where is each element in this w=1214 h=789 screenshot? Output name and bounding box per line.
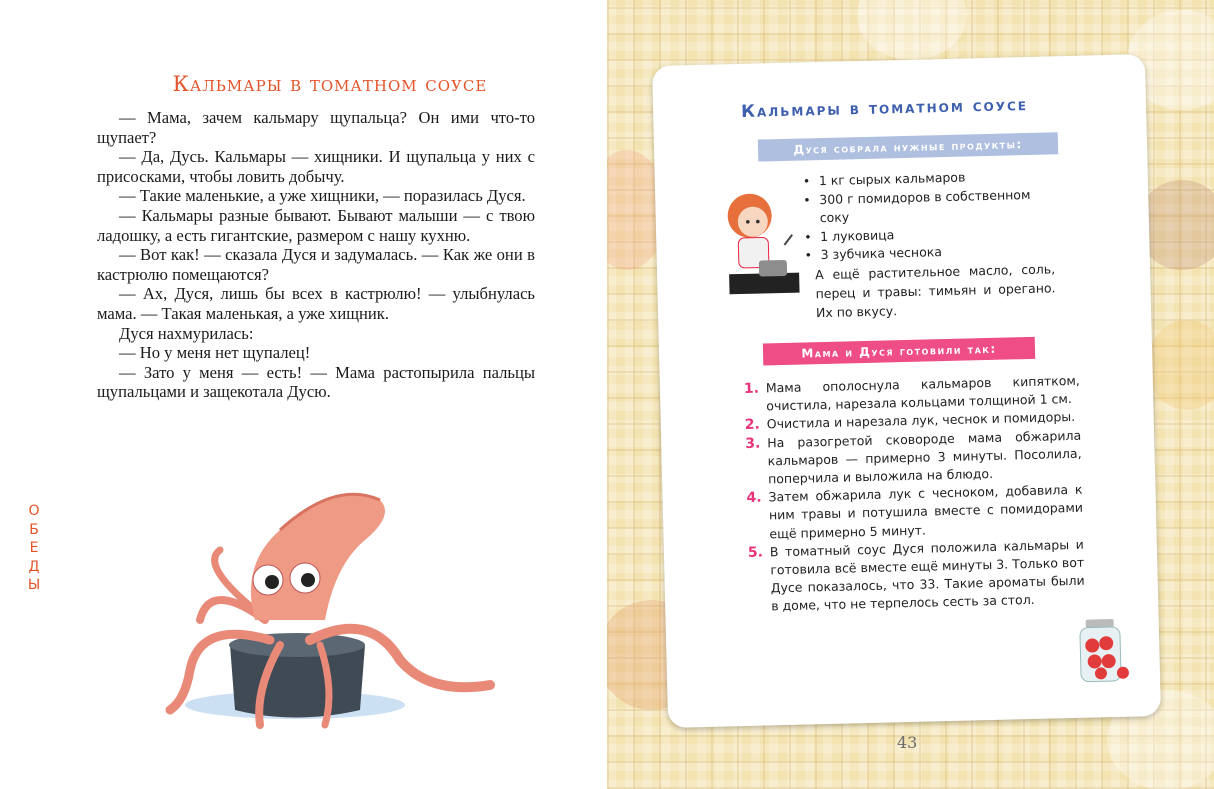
recipe-title: Кальмары в томатном соусе <box>740 94 1029 122</box>
story-paragraph: — Зато у меня — есть! — Мама растопырила пальцы щупальцами и защекотала Дусю. <box>97 362 535 402</box>
story-paragraph: Дуся нахмурилась: <box>119 323 254 343</box>
girl-cooking-illustration <box>717 185 802 299</box>
ingredients-banner: Дуся собрала нужные продукты: <box>758 132 1058 161</box>
tomato-jar-illustration <box>1072 615 1130 686</box>
recipe-card <box>652 54 1161 728</box>
step-text: На разогретой сковороде мама обжарила кальмаров — примерно 3 минуты. Посолила, поперчила и выложила на блюдо. <box>767 427 1082 487</box>
steps-list <box>744 372 1086 617</box>
step-number: 5. <box>747 544 764 561</box>
side-label-letter: Д <box>28 558 40 575</box>
step-text: Очистила и нарезала лук, чеснок и помидоры. <box>766 409 1076 432</box>
step-text: В томатный соус Дуся положила кальмары и готовила всё вместе ещё минуты 3. Только вот Дусе показалось, что 33. Такие ароматы были в доме, что не терпелось сесть за стол. <box>769 536 1085 614</box>
section-side-label <box>27 502 41 595</box>
story-paragraph: — Ах, Дуся, лишь бы всех в кастрюлю! — улыбнулась мама. — Такая маленькая, а уже хищник. <box>97 284 535 323</box>
ingredient-item: • 1 кг сырых кальмаров <box>803 166 1053 191</box>
story-paragraph: — Такие маленькие, а уже хищники, — поразилась Дуся. <box>119 186 526 206</box>
step-item <box>745 426 1082 489</box>
side-label-letter: Ы <box>27 577 41 593</box>
step-number: 4. <box>746 489 762 507</box>
page-number: 43 <box>897 733 918 752</box>
step-text: Мама ополоснула кальмаров кипятком, очистила, нарезала кольцами толщиной 1 см. <box>765 372 1080 414</box>
story-title: Кальмары в томатном соусе <box>172 72 488 96</box>
side-label-letter: О <box>28 503 40 519</box>
story-paragraph: — Но у меня нет щупалец! <box>119 343 311 363</box>
step-number: 2. <box>744 417 761 434</box>
side-label-letter: Б <box>29 521 39 538</box>
plate-decoration <box>1147 320 1214 410</box>
ingredient-item: • 3 зубчика чеснока <box>804 240 1054 265</box>
story-paragraph: — Мама, зачем кальмару щупальца? Он ими что-то щупает? <box>97 108 535 147</box>
step-item <box>748 536 1086 617</box>
steps-banner: Мама и Дуся готовили так: <box>763 337 1035 366</box>
story-paragraph: — Кальмары разные бывают. Бывают малыши — с твою ладошку, а есть гигантские, размером с нашу кухню. <box>97 205 535 245</box>
step-number: 3. <box>745 435 761 452</box>
step-item <box>746 481 1083 544</box>
ingredients-list <box>803 166 1055 265</box>
story-paragraph: — Да, Дусь. Кальмары — хищники. И щупальца у них с присосками, чтобы ловить добычу. <box>97 147 535 186</box>
story-paragraph: — Вот как! — сказала Дуся и задумалась. — Как же они в кастрюлю помещаются? <box>97 245 535 284</box>
step-text: Затем обжарила лук с чесноком, добавила к ним травы и потушила вместе с помидорами ещё примерно 5 минут. <box>768 481 1084 542</box>
ingredient-item: • 300 г помидоров в собственном соку <box>803 185 1054 228</box>
step-number: 1. <box>743 380 760 397</box>
squid-in-pot-illustration <box>160 470 510 735</box>
side-label-letter: Е <box>29 540 39 556</box>
story-text <box>97 108 535 402</box>
plate-decoration <box>857 0 967 60</box>
ingredients-extra-note: А ещё растительное масло, соль, перец и травы: тимьян и орегано. Их по вкусу. <box>814 261 1056 321</box>
ingredient-item: • 1 луковица <box>804 222 1054 247</box>
